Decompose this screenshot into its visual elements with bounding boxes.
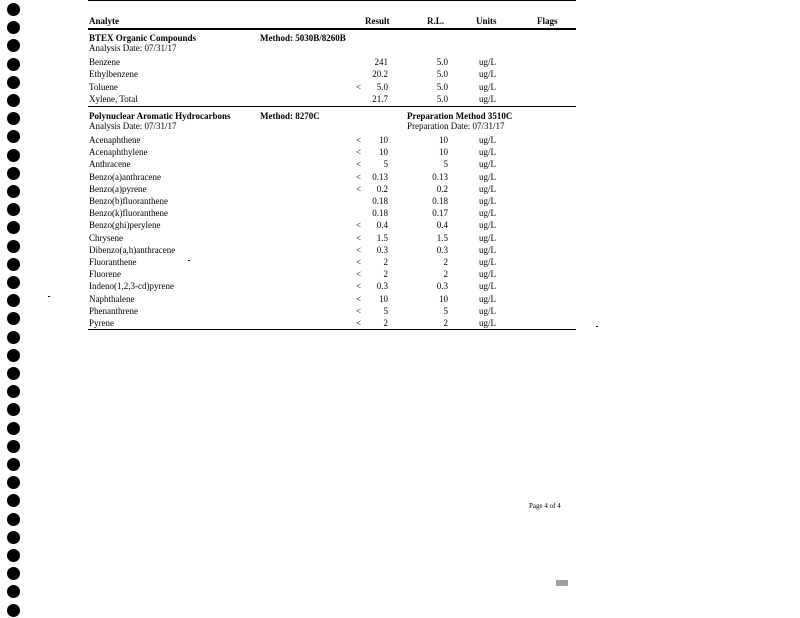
table-row xyxy=(0,68,800,80)
units-value: ug/L xyxy=(479,269,496,280)
binder-hole xyxy=(7,549,20,562)
pah-method: Method: 8270C xyxy=(260,111,320,121)
table-row xyxy=(0,134,800,146)
result-value: 20.2 xyxy=(372,69,388,80)
result-value: 5.0 xyxy=(376,81,388,92)
result-value: 2 xyxy=(383,269,388,280)
units-value: ug/L xyxy=(479,281,496,292)
result-value: 2 xyxy=(383,318,388,328)
analyte-name: Acenaphthene xyxy=(89,135,141,145)
less-than-qualifier: < xyxy=(356,171,362,182)
units-value: ug/L xyxy=(479,159,496,170)
reporting-limit: 1.5 xyxy=(436,232,448,243)
less-than-qualifier: < xyxy=(356,81,362,92)
units-value: ug/L xyxy=(479,147,496,158)
reporting-limit: 2 xyxy=(443,257,448,267)
analyte-name: Ethylbenzene xyxy=(89,69,138,80)
analyte-name: Phenanthrene xyxy=(89,305,138,316)
bottom-rule xyxy=(88,329,576,330)
reporting-limit: 0.4 xyxy=(436,220,448,231)
reporting-limit: 0.3 xyxy=(436,244,448,255)
analyte-name: Naphthalene xyxy=(89,293,135,304)
units-value: ug/L xyxy=(479,69,496,80)
result-value: 0.18 xyxy=(372,196,388,206)
result-value: 0.13 xyxy=(372,171,388,182)
binder-hole xyxy=(7,422,20,435)
scan-mark xyxy=(556,580,568,586)
btex-analysis-date: Analysis Date: 07/31/17 xyxy=(89,43,177,53)
less-than-qualifier: < xyxy=(356,244,362,255)
units-value: ug/L xyxy=(479,183,496,194)
header-rule xyxy=(88,28,576,30)
scan-speck xyxy=(188,260,190,261)
units-value: ug/L xyxy=(479,196,496,206)
units-value: ug/L xyxy=(479,244,496,255)
reporting-limit: 5 xyxy=(443,305,448,316)
table-row xyxy=(0,158,800,170)
result-value: 2 xyxy=(383,257,388,267)
reporting-limit: 2 xyxy=(443,269,448,280)
analyte-name: Anthracene xyxy=(89,159,131,170)
result-value: 5 xyxy=(383,159,388,170)
reporting-limit: 5.0 xyxy=(436,69,448,80)
table-row xyxy=(0,81,800,93)
binder-hole xyxy=(7,458,20,471)
table-row xyxy=(0,268,800,280)
reporting-limit: 2 xyxy=(443,318,448,328)
table-row xyxy=(0,146,800,158)
result-value: 21.7 xyxy=(372,93,388,104)
less-than-qualifier: < xyxy=(356,269,362,280)
units-value: ug/L xyxy=(479,293,496,304)
less-than-qualifier: < xyxy=(356,147,362,158)
table-row xyxy=(0,56,800,68)
result-value: 1.5 xyxy=(376,232,388,243)
units-header: Units xyxy=(476,16,497,26)
binder-hole xyxy=(7,331,20,344)
reporting-limit: 0.3 xyxy=(436,281,448,292)
analyte-name: Benzo(k)fluoranthene xyxy=(89,208,168,219)
analyte-name: Dibenzo(a,h)anthracene xyxy=(89,244,176,255)
reporting-limit: 10 xyxy=(439,293,448,304)
section-rule xyxy=(88,106,576,107)
table-row xyxy=(0,244,800,256)
less-than-qualifier: < xyxy=(356,257,362,267)
table-row xyxy=(0,183,800,195)
rl-header: R.L. xyxy=(427,16,445,26)
table-row xyxy=(0,171,800,183)
reporting-limit: 5 xyxy=(443,159,448,170)
units-value: ug/L xyxy=(479,81,496,92)
reporting-limit: 5.0 xyxy=(436,81,448,92)
table-row xyxy=(0,232,800,244)
pah-prep-date: Preparation Date: 07/31/17 xyxy=(407,121,505,131)
btex-method: Method: 5030B/8260B xyxy=(260,33,346,43)
table-row xyxy=(0,207,800,219)
less-than-qualifier: < xyxy=(356,183,362,194)
table-row xyxy=(0,256,800,268)
table-row xyxy=(0,93,800,105)
page-number: Page 4 of 4 xyxy=(529,502,561,510)
binder-hole xyxy=(7,112,20,125)
binder-hole xyxy=(7,440,20,453)
top-rule xyxy=(88,0,576,1)
units-value: ug/L xyxy=(479,171,496,182)
units-value: ug/L xyxy=(479,208,496,219)
reporting-limit: 0.17 xyxy=(432,208,448,219)
binder-hole xyxy=(7,349,20,362)
table-row xyxy=(0,280,800,292)
table-row xyxy=(0,293,800,305)
units-value: ug/L xyxy=(479,57,496,67)
scan-speck xyxy=(48,296,50,297)
result-value: 241 xyxy=(374,57,388,67)
analyte-name: Benzo(a)pyrene xyxy=(89,183,147,194)
binder-hole xyxy=(7,403,20,416)
pah-analysis-date: Analysis Date: 07/31/17 xyxy=(89,121,177,131)
result-value: 0.18 xyxy=(372,208,388,219)
binder-hole xyxy=(7,513,20,526)
reporting-limit: 0.18 xyxy=(432,196,448,206)
scan-speck xyxy=(596,326,598,327)
binder-hole xyxy=(7,39,20,52)
analyte-name: Chrysene xyxy=(89,232,123,243)
reporting-limit: 0.13 xyxy=(432,171,448,182)
units-value: ug/L xyxy=(479,220,496,231)
analyte-name: Indeno(1,2,3-cd)pyrene xyxy=(89,281,174,292)
binder-hole xyxy=(7,3,20,16)
result-value: 0.4 xyxy=(376,220,388,231)
units-value: ug/L xyxy=(479,305,496,316)
result-value: 0.3 xyxy=(376,281,388,292)
analyte-name: Pyrene xyxy=(89,318,114,328)
binder-hole xyxy=(7,604,20,617)
less-than-qualifier: < xyxy=(356,293,362,304)
less-than-qualifier: < xyxy=(356,281,362,292)
units-value: ug/L xyxy=(479,257,496,267)
result-value: 10 xyxy=(379,135,388,145)
less-than-qualifier: < xyxy=(356,318,362,328)
table-row xyxy=(0,317,800,329)
units-value: ug/L xyxy=(479,135,496,145)
analyte-name: Benzo(b)fluoranthene xyxy=(89,196,168,206)
pah-section-title: Polynuclear Aromatic Hydrocarbons xyxy=(89,111,231,121)
flags-header: Flags xyxy=(537,16,558,26)
analyte-name: Acenaphthylene xyxy=(89,147,148,158)
analyte-header: Analyte xyxy=(89,16,119,26)
binder-hole xyxy=(7,385,20,398)
less-than-qualifier: < xyxy=(356,220,362,231)
table-row xyxy=(0,219,800,231)
binder-hole xyxy=(7,531,20,544)
result-value: 0.2 xyxy=(376,183,388,194)
result-value: 10 xyxy=(379,147,388,158)
reporting-limit: 5.0 xyxy=(436,57,448,67)
table-row xyxy=(0,195,800,207)
reporting-limit: 10 xyxy=(439,135,448,145)
result-value: 5 xyxy=(383,305,388,316)
less-than-qualifier: < xyxy=(356,305,362,316)
less-than-qualifier: < xyxy=(356,159,362,170)
binder-hole xyxy=(7,476,20,489)
binder-hole xyxy=(7,585,20,598)
analyte-name: Fluorene xyxy=(89,269,121,280)
analyte-name: Fluoranthene xyxy=(89,257,137,267)
units-value: ug/L xyxy=(479,232,496,243)
result-value: 10 xyxy=(379,293,388,304)
reporting-limit: 0.2 xyxy=(436,183,448,194)
binder-hole xyxy=(7,567,20,580)
reporting-limit: 5.0 xyxy=(436,93,448,104)
binder-hole xyxy=(7,367,20,380)
analyte-name: Benzene xyxy=(89,57,120,67)
units-value: ug/L xyxy=(479,93,496,104)
analyte-name: Benzo(ghi)perylene xyxy=(89,220,161,231)
result-value: 0.3 xyxy=(376,244,388,255)
result-header: Result xyxy=(365,16,390,26)
analyte-name: Toluene xyxy=(89,81,118,92)
table-row xyxy=(0,305,800,317)
binder-hole xyxy=(7,494,20,507)
analyte-name: Xylene, Total xyxy=(89,93,138,104)
reporting-limit: 10 xyxy=(439,147,448,158)
analyte-name: Benzo(a)anthracene xyxy=(89,171,161,182)
btex-section-title: BTEX Organic Compounds xyxy=(89,33,197,43)
less-than-qualifier: < xyxy=(356,135,362,145)
less-than-qualifier: < xyxy=(356,232,362,243)
pah-prep-method: Preparation Method 3510C xyxy=(407,111,513,121)
units-value: ug/L xyxy=(479,318,496,328)
binder-hole xyxy=(7,21,20,34)
